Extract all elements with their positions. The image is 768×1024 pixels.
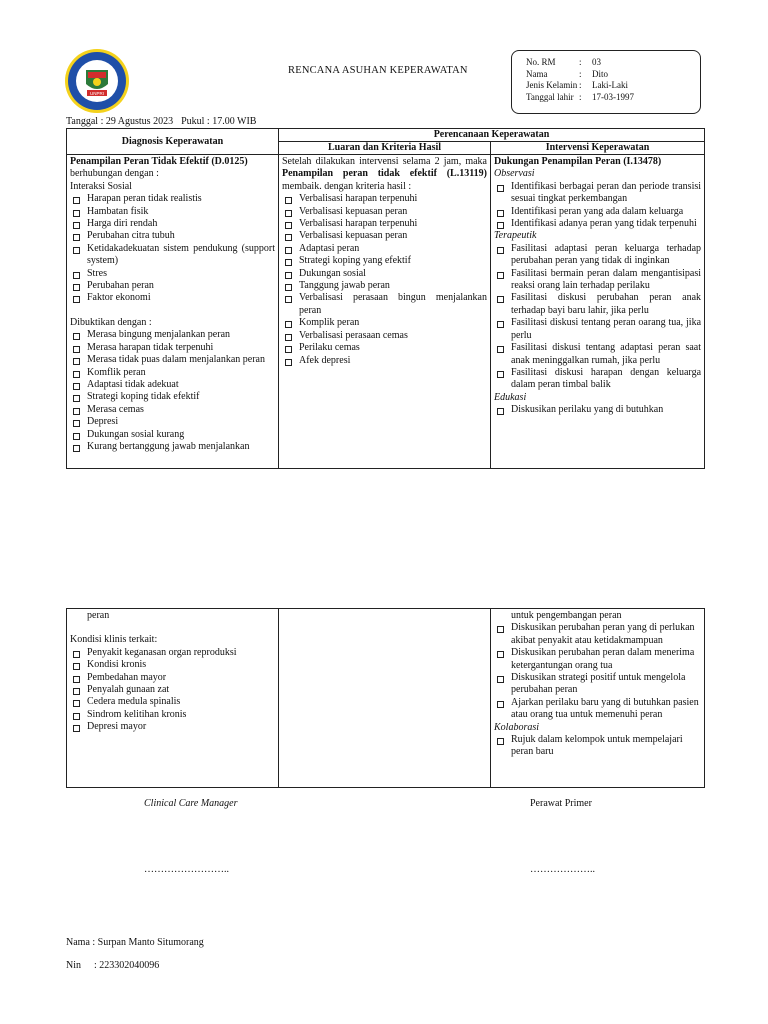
list-item: Sindrom kelitihan kronis <box>70 709 275 721</box>
time-text: Pukul : 17.00 WIB <box>181 116 257 127</box>
category-label: Interaksi Sosial <box>70 180 132 192</box>
luaran-intro-bold: Penampilan peran tidak efektif (L.13119) <box>282 168 487 180</box>
list-item: Diskusikan perilaku yang di butuhkan <box>494 404 701 416</box>
list-item: Kurang bertanggung jawab menjalankan <box>70 441 275 453</box>
patient-field-colon: : <box>579 91 582 102</box>
patient-id-box <box>511 50 701 114</box>
list-item: Fasilitasi diskusi tentang peran oarang tua, jika perlu <box>494 317 701 342</box>
list-item: Fasilitasi diskusi tentang adaptasi peran saat anak meninggalkan rumah, jika perlu <box>494 342 701 367</box>
luaran-cell-cont <box>279 609 491 788</box>
list-item: Perubahan peran <box>70 280 275 292</box>
list-item: Fasilitasi diskusi harapan dengan keluarga dalam peran timbal balik <box>494 367 701 392</box>
list-item: Adaptasi peran <box>282 243 487 255</box>
header-perencanaan: Perencanaan Keperawatan <box>279 129 705 142</box>
list-item: Ajarkan perilaku baru yang di butuhkan pasien atau orang tua untuk memenuhi peran <box>494 697 701 722</box>
date-text: Tanggal : 29 Agustus 2023 <box>66 116 174 127</box>
luaran-intro <box>282 156 487 193</box>
causes-list <box>70 193 275 305</box>
patient-field-value: Dito <box>592 68 609 79</box>
edukasi-list <box>494 622 701 721</box>
patient-field-colon: : <box>579 80 582 90</box>
terapeutik-label: Terapeutik <box>494 230 537 242</box>
care-plan-table-page-1 <box>66 128 705 469</box>
header-intervensi: Intervensi Keperawatan <box>491 142 705 155</box>
list-item: Merasa cemas <box>70 404 275 416</box>
list-item: Komplik peran <box>282 317 487 329</box>
patient-field-row <box>526 80 700 92</box>
list-item: Harapan peran tidak realistis <box>70 193 275 205</box>
perawat-primer-label: Perawat Primer <box>530 798 592 809</box>
patient-field-row <box>526 92 700 104</box>
list-item: Cedera medula spinalis <box>70 696 275 708</box>
criteria-list <box>282 193 487 367</box>
list-item: Ketidakadekuatan sistem pendukung (support system) <box>70 243 275 268</box>
diagnosis-cell-cont <box>67 609 278 735</box>
diagnosis-cell <box>67 155 278 454</box>
list-item: Fasilitasi bermain peran dalam mengantisipasi reaksi orang lain terhadap perilaku <box>494 268 701 293</box>
list-item: Merasa harapan tidak terpenuhi <box>70 342 275 354</box>
list-item: Dukungan sosial kurang <box>70 429 275 441</box>
evidence-label: Dibuktikan dengan : <box>70 316 152 328</box>
list-item: Diskusikan strategi positif untuk mengelola perubahan peran <box>494 672 701 697</box>
signature-line-left: …………………….. <box>144 864 229 875</box>
nurse-name: Nama : Surpan Manto Situmorang <box>66 937 204 948</box>
list-item: Verbalisasi harapan terpenuhi <box>282 218 487 230</box>
date-time-line <box>66 116 256 127</box>
signature-line-right: ……………….. <box>530 864 595 875</box>
care-plan-table-page-2 <box>66 608 705 788</box>
nin-label: Nin <box>66 960 81 971</box>
list-item: Depresi <box>70 416 275 428</box>
patient-field-value: 03 <box>592 57 601 67</box>
list-item: Afek depresi <box>282 355 487 367</box>
list-item: Harga diri rendah <box>70 218 275 230</box>
patient-field-label: Tanggal lahir <box>526 91 574 102</box>
nin-value: : 223302040096 <box>94 960 160 971</box>
list-item: Identifikasi adanya peran yang tidak terpenuhi <box>494 218 701 230</box>
edukasi-first-cont: untuk pengembangan peran <box>511 610 622 621</box>
list-item: Verbalisasi kepuasan peran <box>282 206 487 218</box>
intervensi-title: Dukungan Penampilan Peran (I.13478) <box>494 156 662 167</box>
list-item: Kondisi kronis <box>70 659 275 671</box>
list-item: Depresi mayor <box>70 721 275 733</box>
list-item: Penyakit keganasan organ reproduksi <box>70 647 275 659</box>
diagnosis-title: Penampilan Peran Tidak Efektif (D.0125) <box>70 156 248 167</box>
evidence-list <box>70 329 275 453</box>
list-item: Fasilitasi diskusi perubahan peran anak terhadap bayi baru lahir, jika perlu <box>494 292 701 317</box>
university-logo <box>64 48 130 114</box>
patient-field-colon: : <box>579 68 582 79</box>
patient-field-row <box>526 69 700 81</box>
list-item: Stres <box>70 268 275 280</box>
patient-field-row <box>526 57 700 69</box>
observasi-label: Observasi <box>494 168 535 180</box>
list-item: Merasa tidak puas dalam menjalankan peran <box>70 354 275 366</box>
luaran-intro-text-2: membaik. dengan kriteria hasil : <box>282 180 412 192</box>
patient-field-colon: : <box>579 57 582 67</box>
kolaborasi-label: Kolaborasi <box>494 721 540 733</box>
nurse-nin <box>66 960 159 971</box>
patient-field-value: Laki-Laki <box>592 80 628 90</box>
terapeutik-list <box>494 243 701 392</box>
patient-field-value: 17-03-1997 <box>592 91 634 102</box>
clinical-care-manager-label: Clinical Care Manager <box>144 798 238 809</box>
list-item: Pembedahan mayor <box>70 672 275 684</box>
document-title: RENCANA ASUHAN KEPERAWATAN <box>288 65 468 76</box>
list-item: Strategi koping tidak efektif <box>70 391 275 403</box>
evidence-cont: peran <box>87 610 110 621</box>
list-item: Verbalisasi kepuasan peran <box>282 230 487 242</box>
header-diagnosis: Diagnosis Keperawatan <box>67 129 279 155</box>
list-item: Dukungan sosial <box>282 268 487 280</box>
list-item: Perilaku cemas <box>282 342 487 354</box>
list-item: Verbalisasi harapan terpenuhi <box>282 193 487 205</box>
list-item: Merasa bingung menjalankan peran <box>70 329 275 341</box>
luaran-cell <box>279 155 490 368</box>
patient-field-label: Nama <box>526 68 548 79</box>
list-item: Diskusikan perubahan peran yang di perlukan akibat penyakit atau ketidakmampuan <box>494 622 701 647</box>
intervensi-cell-cont <box>491 609 704 760</box>
header-luaran: Luaran dan Kriteria Hasil <box>279 142 491 155</box>
list-item: Diskusikan perubahan peran dalam menerima ketergantungan orang tua <box>494 647 701 672</box>
intervensi-cell <box>491 155 704 418</box>
clinical-list <box>70 647 275 734</box>
list-item: Penyalah gunaan zat <box>70 684 275 696</box>
list-item: Faktor ekonomi <box>70 292 275 304</box>
list-item: Strategi koping yang efektif <box>282 255 487 267</box>
logo-text: UNPRI <box>89 91 105 96</box>
kolaborasi-list <box>494 734 701 759</box>
clinical-label: Kondisi klinis terkait: <box>70 634 158 646</box>
edukasi-first-list <box>494 404 701 416</box>
list-item: Komflik peran <box>70 367 275 379</box>
list-item: Adaptasi tidak adekuat <box>70 379 275 391</box>
luaran-intro-text: Setelah dilakukan intervensi selama 2 jam, maka <box>282 156 487 167</box>
list-item: Hambatan fisik <box>70 206 275 218</box>
patient-field-label: No. RM <box>526 57 556 67</box>
list-item: Verbalisasi perasaan cemas <box>282 330 487 342</box>
edukasi-label: Edukasi <box>494 391 527 403</box>
list-item: Identifikasi berbagai peran dan periode transisi sesuai tingkat perkembangan <box>494 181 701 206</box>
list-item: Fasilitasi adaptasi peran keluarga terhadap perubahan peran yang tidak di inginkan <box>494 243 701 268</box>
related-label: berhubungan dengan : <box>70 168 159 180</box>
patient-field-label: Jenis Kelamin <box>526 80 578 90</box>
list-item: Tanggung jawab peran <box>282 280 487 292</box>
list-item: Identifikasi peran yang ada dalam keluarga <box>494 206 701 218</box>
list-item: Verbalisasi perasaan bingun menjalankan peran <box>282 292 487 317</box>
observasi-list <box>494 181 701 231</box>
list-item: Perubahan citra tubuh <box>70 230 275 242</box>
list-item: Rujuk dalam kelompok untuk mempelajari peran baru <box>494 734 701 759</box>
